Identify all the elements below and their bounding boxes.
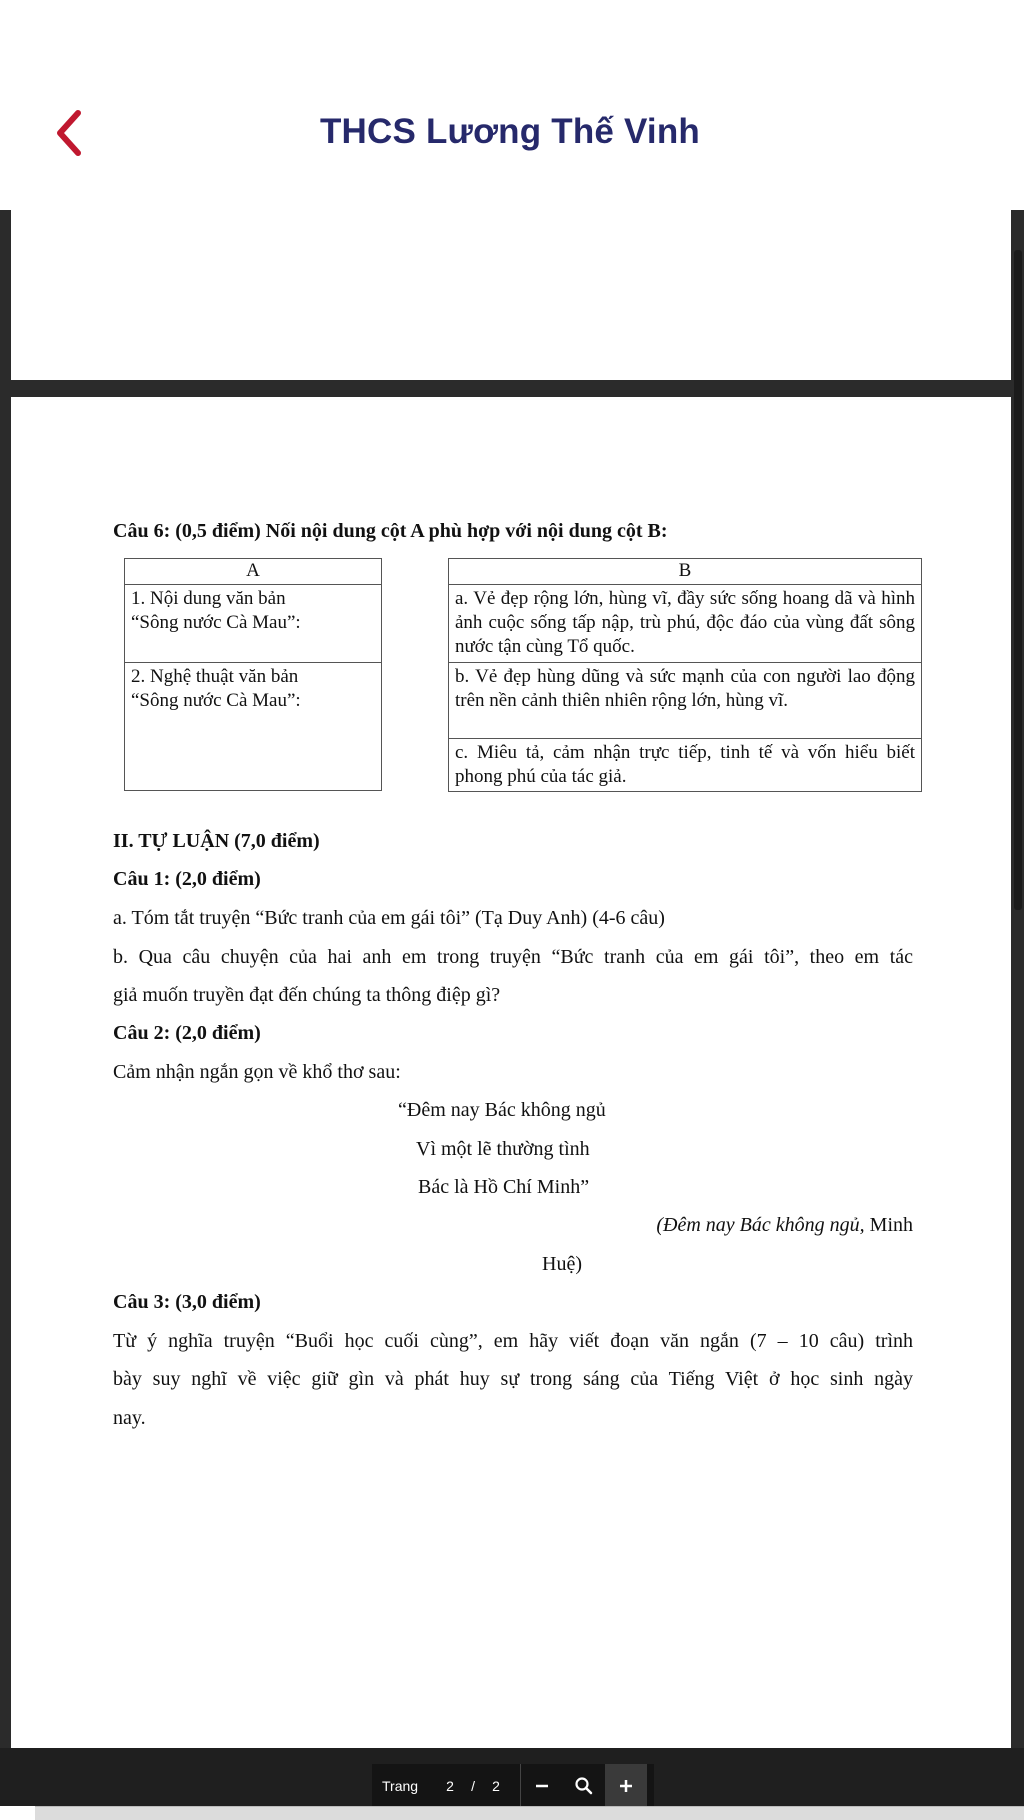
page-separator-text: /	[471, 1778, 475, 1794]
magnifier-icon[interactable]	[574, 1776, 594, 1796]
page-label: Trang	[382, 1778, 419, 1794]
table-a-row-1-line-2: “Sông nước Cà Mau”:	[131, 612, 301, 633]
current-page-input[interactable]: 2	[446, 1778, 454, 1794]
table-b-row: b. Vẻ đẹp hùng dũng và sức mạnh của con người lao động trên nền cảnh thiên nhiên rộng lớn, hùng vĩ.	[449, 663, 922, 739]
question-1a-text: a. Tóm tắt truyện “Bức tranh của em gái tôi” (Tạ Duy Anh) (4-6 câu)	[113, 907, 665, 929]
viewer-frame-left	[0, 210, 11, 1768]
question-2-title: Câu 2: (2,0 điểm)	[113, 1022, 261, 1044]
table-column-b	[448, 558, 922, 792]
question-1b-line-2: giả muốn truyền đạt đến chúng ta thông điệp gì?	[113, 984, 501, 1006]
table-a-row-1-line-1: 1. Nội dung văn bản	[131, 588, 286, 609]
table-b-row: a. Vẻ đẹp rộng lớn, hùng vĩ, đầy sức sống hoang dã và hình ảnh cuộc sống tấp nập, trù phú, độc đáo của vùng đất sông nước tận cùng Tổ quốc.	[449, 585, 922, 663]
poem-source-author-cont: Huệ)	[542, 1253, 582, 1275]
bottom-edge-left	[0, 1806, 35, 1820]
poem-line-1: “Đêm nay Bác không ngủ	[398, 1099, 606, 1121]
table-a-row	[125, 663, 382, 791]
poem-source	[413, 1214, 913, 1237]
poem-line-3: Bác là Hồ Chí Minh”	[418, 1176, 590, 1198]
table-b-row: c. Miêu tả, cảm nhận trực tiếp, tinh tế và vốn hiểu biết phong phú của tác giả.	[449, 739, 922, 792]
zoom-out-button[interactable]	[521, 1764, 563, 1808]
viewer-scrollbar-thumb[interactable]	[1014, 250, 1022, 910]
minus-icon[interactable]	[533, 1777, 551, 1795]
table-a-row	[125, 585, 382, 663]
zoom-in-button[interactable]	[605, 1764, 647, 1808]
total-pages: 2	[492, 1778, 500, 1794]
table-b-header: B	[449, 559, 922, 585]
question-3-line-2: bày suy nghĩ về việc giữ gìn và phát huy sự trong sáng của Tiếng Việt ở học sinh ngày	[113, 1368, 913, 1390]
table-a-header: A	[125, 559, 382, 585]
question-3-title: Câu 3: (3,0 điểm)	[113, 1291, 261, 1313]
question-1-title: Câu 1: (2,0 điểm)	[113, 868, 261, 890]
table-column-a	[124, 558, 382, 791]
page-title-text: THCS Lương Thế Vinh	[319, 112, 701, 151]
page-separator	[11, 380, 1011, 397]
question-3-line-1: Từ ý nghĩa truyện “Buổi học cuối cùng”, em hãy viết đoạn văn ngắn (7 – 10 câu) trình	[113, 1330, 913, 1352]
table-a-row-2-line-1: 2. Nghệ thuật văn bản	[131, 666, 299, 687]
question-6-title: Câu 6: (0,5 điểm) Nối nội dung cột A phù hợp với nội dung cột B:	[113, 520, 668, 542]
page-title	[0, 112, 1024, 152]
poem-source-author: Minh	[864, 1214, 913, 1236]
app-header	[0, 0, 1024, 210]
poem-line-2: Vì một lẽ thường tình	[416, 1138, 590, 1160]
previous-page-bottom	[11, 210, 1011, 380]
section-2-heading: II. TỰ LUẬN (7,0 điểm)	[113, 830, 320, 852]
horizontal-scrollbar[interactable]	[35, 1806, 1024, 1820]
poem-source-title: (Đêm nay Bác không ngủ,	[656, 1214, 865, 1236]
question-1b-line-1: b. Qua câu chuyện của hai anh em trong truyện “Bức tranh của em gái tôi”, theo em tác	[113, 946, 913, 968]
plus-icon[interactable]	[617, 1777, 635, 1795]
table-a-row-2-line-2: “Sông nước Cà Mau”:	[131, 690, 301, 711]
question-2-prompt: Cảm nhận ngắn gọn về khổ thơ sau:	[113, 1061, 401, 1083]
page-toolbar	[372, 1764, 654, 1808]
zoom-button[interactable]	[563, 1764, 605, 1808]
question-3-line-3: nay.	[113, 1407, 146, 1429]
